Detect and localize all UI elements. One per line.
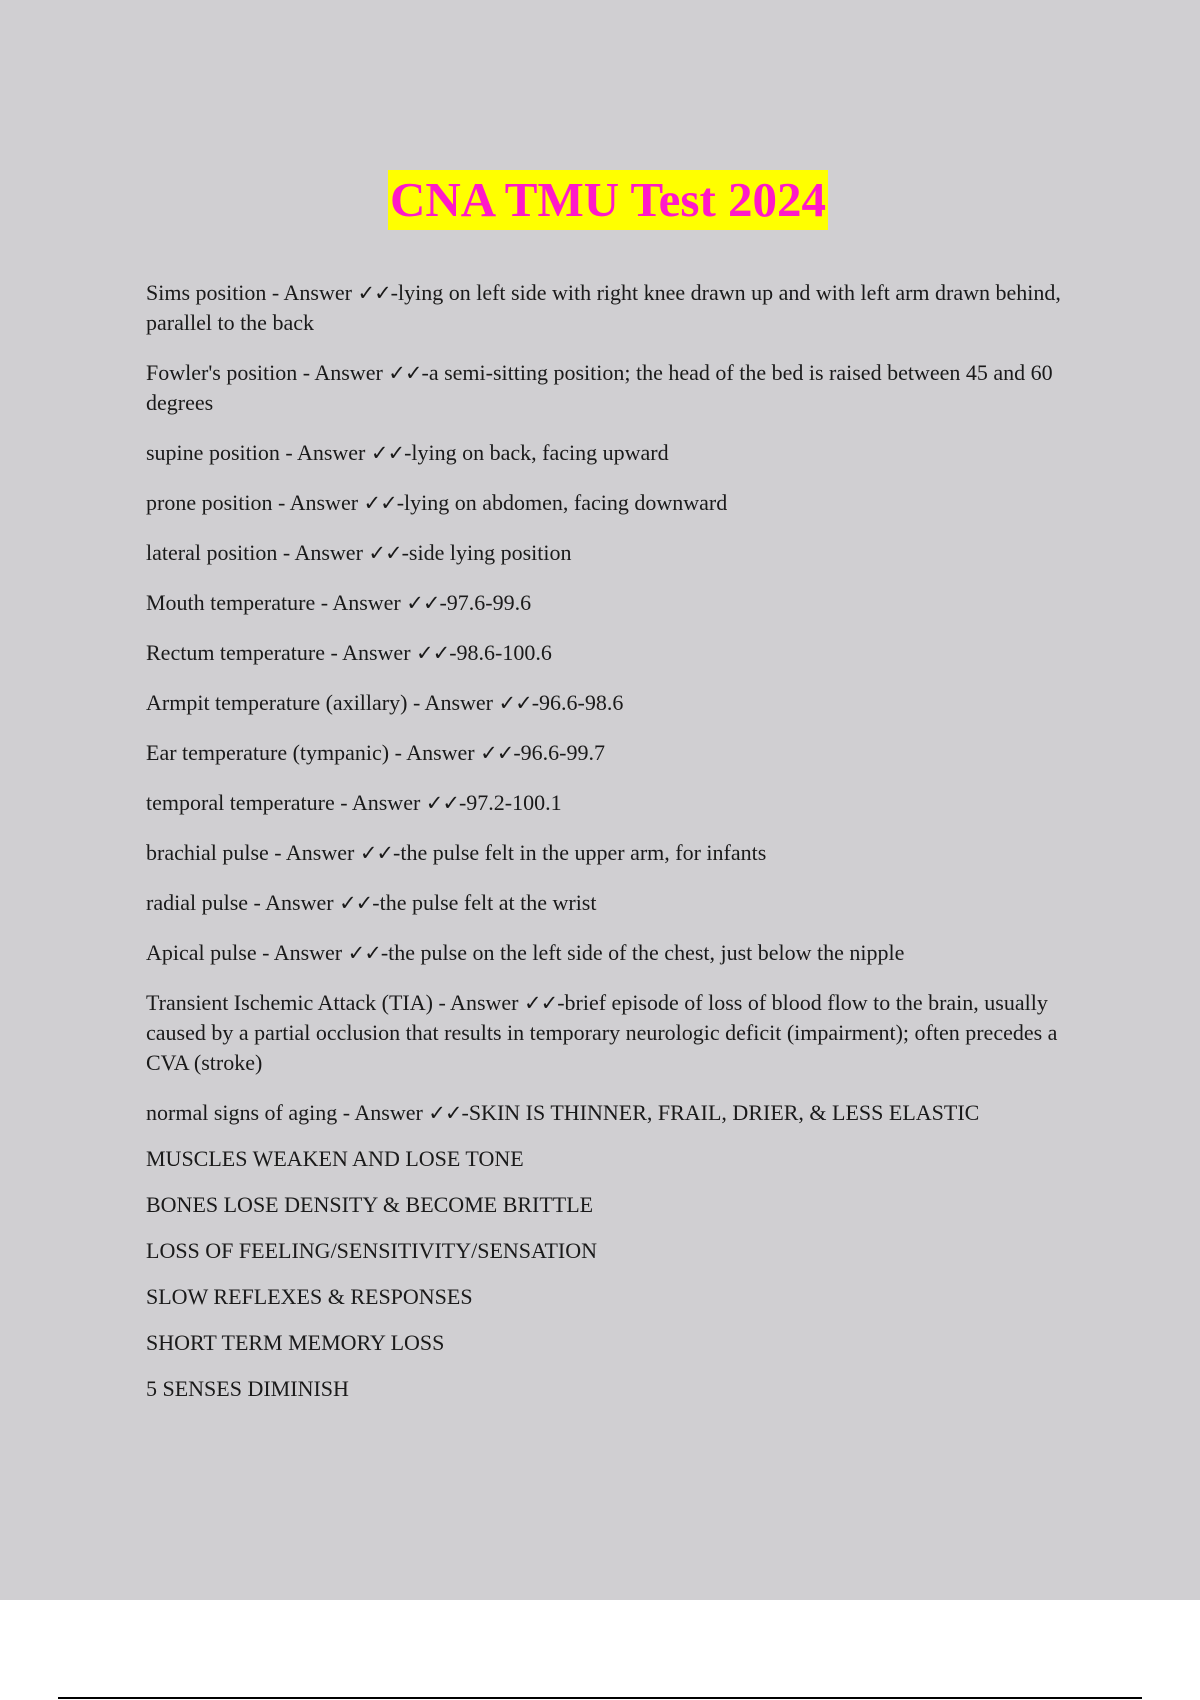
qa-term: Sims position - Answer (146, 280, 358, 305)
qa-term: prone position - Answer (146, 490, 364, 515)
qa-item (146, 488, 1086, 518)
qa-item (146, 838, 1086, 868)
qa-answer: -lying on back, facing upward (404, 440, 669, 465)
qa-answer: -98.6-100.6 (449, 640, 552, 665)
qa-list (146, 278, 1086, 1420)
qa-answer: -the pulse felt at the wrist (372, 890, 597, 915)
double-check-icon: ✓✓ (416, 641, 450, 665)
qa-answer: -a semi-sitting position; the head of the bed is raised between 45 and 60 degrees (146, 360, 1053, 415)
double-check-icon: ✓✓ (480, 741, 514, 765)
double-check-icon: ✓✓ (406, 591, 440, 615)
aging-sign-line: LOSS OF FEELING/SENSITIVITY/SENSATION (146, 1238, 598, 1263)
qa-answer: -the pulse felt in the upper arm, for infants (393, 840, 767, 865)
qa-term: supine position - Answer (146, 440, 371, 465)
double-check-icon: ✓✓ (388, 361, 422, 385)
qa-term: Fowler's position - Answer (146, 360, 389, 385)
double-check-icon: ✓✓ (347, 941, 381, 965)
qa-item (146, 888, 1086, 918)
double-check-icon: ✓✓ (524, 991, 558, 1015)
footer-divider (58, 1697, 1142, 1699)
qa-item (146, 1098, 1086, 1128)
qa-answer: -lying on abdomen, facing downward (396, 490, 728, 515)
qa-answer: -SKIN IS THINNER, FRAIL, DRIER, & LESS ELASTIC (461, 1100, 980, 1125)
qa-answer: -96.6-98.6 (531, 690, 624, 715)
double-check-icon: ✓✓ (363, 491, 397, 515)
qa-answer: -96.6-99.7 (513, 740, 605, 765)
aging-sign-line: BONES LOSE DENSITY & BECOME BRITTLE (146, 1192, 594, 1217)
qa-item (146, 278, 1086, 338)
qa-term: Rectum temperature - Answer (146, 640, 417, 665)
qa-term: Apical pulse - Answer (146, 940, 348, 965)
double-check-icon: ✓✓ (428, 1101, 462, 1125)
aging-sign-line: SHORT TERM MEMORY LOSS (146, 1330, 445, 1355)
qa-answer: -lying on left side with right knee drawn up and with left arm drawn behind, parallel to the back (146, 280, 1061, 335)
qa-term: Ear temperature (tympanic) - Answer (146, 740, 481, 765)
qa-answer: -side lying position (401, 540, 572, 565)
qa-item (146, 688, 1086, 718)
qa-term: Mouth temperature - Answer (146, 590, 407, 615)
qa-item (146, 788, 1086, 818)
qa-item (146, 588, 1086, 618)
document-title: CNA TMU Test 2024 (388, 170, 828, 230)
double-check-icon: ✓✓ (368, 541, 402, 565)
qa-term: temporal temperature - Answer (146, 790, 426, 815)
qa-term: normal signs of aging - Answer (146, 1100, 429, 1125)
double-check-icon: ✓✓ (425, 791, 459, 815)
qa-term: lateral position - Answer (146, 540, 369, 565)
double-check-icon: ✓✓ (370, 441, 405, 465)
aging-sign-line: SLOW REFLEXES & RESPONSES (146, 1284, 473, 1309)
title-container (0, 170, 1200, 230)
qa-answer: -97.2-100.1 (458, 790, 562, 815)
qa-item (146, 738, 1086, 768)
double-check-icon: ✓✓ (357, 281, 391, 305)
qa-term: radial pulse - Answer (146, 890, 340, 915)
aging-sign-line: MUSCLES WEAKEN AND LOSE TONE (146, 1146, 524, 1171)
double-check-icon: ✓✓ (359, 841, 394, 865)
qa-term: Transient Ischemic Attack (TIA) - Answer (146, 990, 524, 1015)
qa-term: Armpit temperature (axillary) - Answer (146, 690, 499, 715)
qa-item (146, 438, 1086, 468)
aging-sign-line: 5 SENSES DIMINISH (146, 1376, 349, 1401)
qa-item (146, 638, 1086, 668)
qa-item (146, 358, 1086, 418)
qa-answer: -brief episode of loss of blood flow to the brain, usually caused by a partial occlusion that results in temporary neurologic deficit (impairment); often precedes a CVA (stroke) (146, 990, 1058, 1075)
double-check-icon: ✓✓ (339, 891, 373, 915)
qa-item (146, 938, 1086, 968)
double-check-icon: ✓✓ (498, 691, 532, 715)
qa-item (146, 538, 1086, 568)
qa-answer: -the pulse on the left side of the chest, just below the nipple (380, 940, 905, 965)
qa-answer: -97.6-99.6 (439, 590, 532, 615)
qa-term: brachial pulse - Answer (146, 840, 360, 865)
qa-item (146, 988, 1086, 1078)
